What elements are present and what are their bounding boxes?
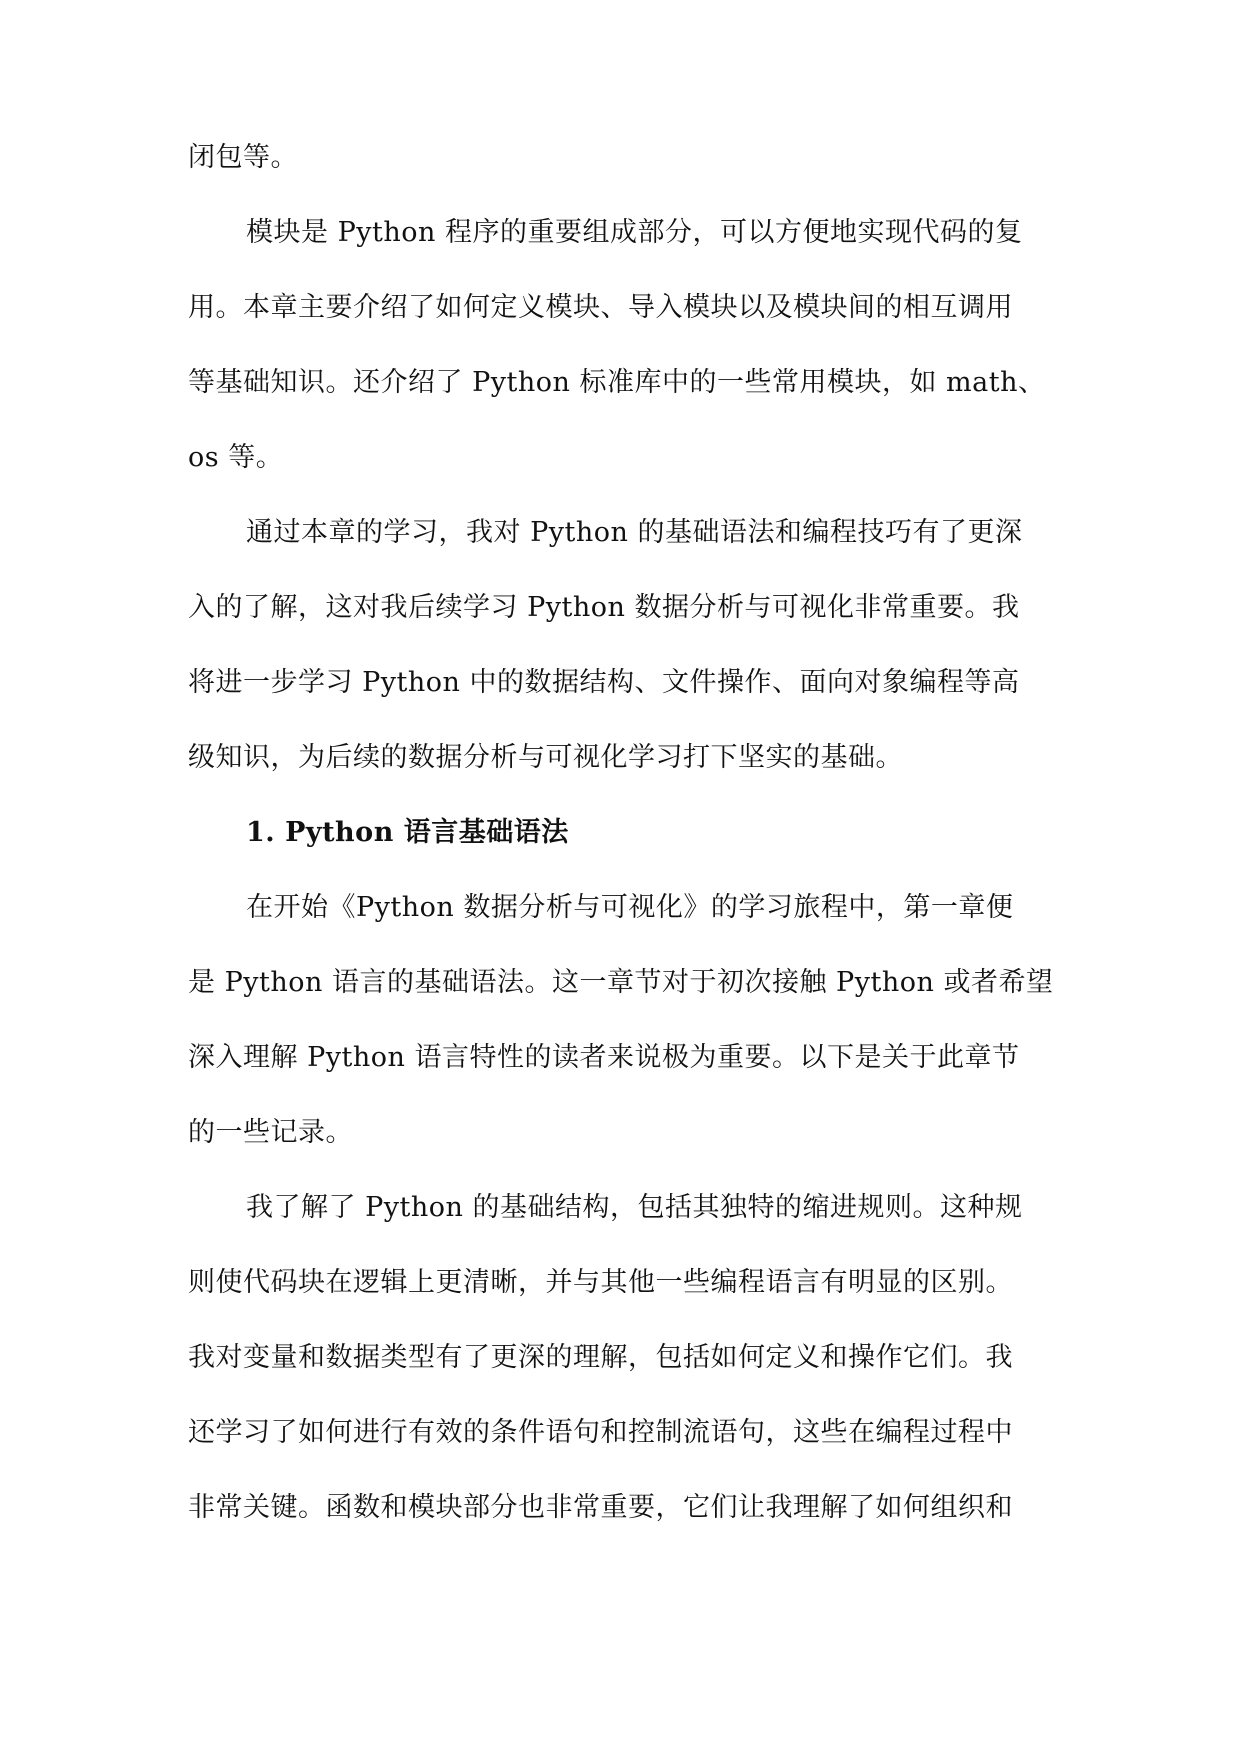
paragraph-line: 等基础知识。还介绍了 Python 标准库中的一些常用模块，如 math、 bbox=[188, 367, 1046, 398]
paragraph-line: os 等。 bbox=[188, 442, 284, 473]
document-body bbox=[188, 140, 1068, 1565]
paragraph-line: 用。本章主要介绍了如何定义模块、导入模块以及模块间的相互调用 bbox=[188, 292, 1013, 323]
paragraph-line: 则使代码块在逻辑上更清晰，并与其他一些编程语言有明显的区别。 bbox=[188, 1267, 1013, 1298]
section-heading: 1. Python 语言基础语法 bbox=[246, 817, 569, 848]
paragraph-line: 我了解了 Python 的基础结构，包括其独特的缩进规则。这种规 bbox=[246, 1192, 1023, 1223]
paragraph-line: 的一些记录。 bbox=[188, 1117, 353, 1148]
paragraph-line: 非常关键。函数和模块部分也非常重要，它们让我理解了如何组织和 bbox=[188, 1492, 1013, 1523]
paragraph-line: 将进一步学习 Python 中的数据结构、文件操作、面向对象编程等高 bbox=[188, 667, 1020, 698]
paragraph-line: 是 Python 语言的基础语法。这一章节对于初次接触 Python 或者希望 bbox=[188, 967, 1054, 998]
paragraph-line: 模块是 Python 程序的重要组成部分，可以方便地实现代码的复 bbox=[246, 217, 1023, 248]
paragraph-line: 通过本章的学习，我对 Python 的基础语法和编程技巧有了更深 bbox=[246, 517, 1023, 548]
paragraph-line: 入的了解，这对我后续学习 Python 数据分析与可视化非常重要。我 bbox=[188, 592, 1020, 623]
paragraph-line: 在开始《Python 数据分析与可视化》的学习旅程中，第一章便 bbox=[246, 892, 1014, 923]
paragraph-line: 还学习了如何进行有效的条件语句和控制流语句，这些在编程过程中 bbox=[188, 1417, 1013, 1448]
paragraph-line: 我对变量和数据类型有了更深的理解，包括如何定义和操作它们。我 bbox=[188, 1342, 1013, 1373]
paragraph-line: 闭包等。 bbox=[188, 142, 298, 173]
paragraph-line: 深入理解 Python 语言特性的读者来说极为重要。以下是关于此章节 bbox=[188, 1042, 1020, 1073]
paragraph-line: 级知识，为后续的数据分析与可视化学习打下坚实的基础。 bbox=[188, 742, 903, 773]
